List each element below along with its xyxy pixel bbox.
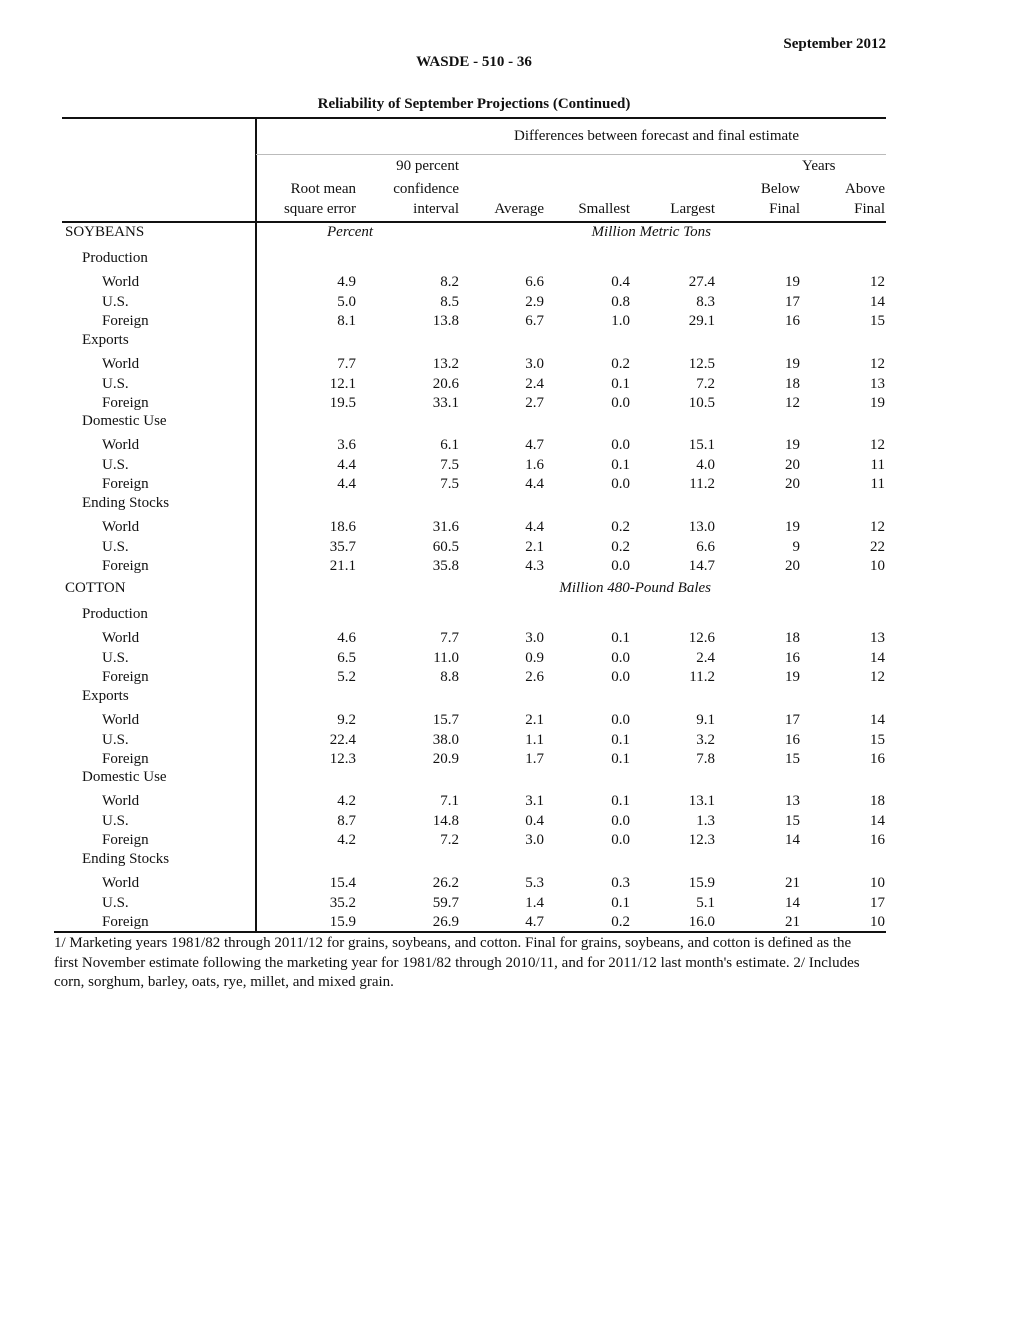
cell-average: 5.3 bbox=[525, 875, 544, 891]
cell-below-final: 20 bbox=[785, 456, 800, 473]
row-label: Foreign bbox=[102, 476, 149, 492]
cell-smallest: 0.2 bbox=[611, 914, 630, 930]
cell-below-final: 9 bbox=[792, 538, 800, 555]
cell-above-final: 16 bbox=[870, 751, 885, 767]
cell-above-final: 12 bbox=[870, 519, 885, 535]
cell-smallest: 0.2 bbox=[611, 356, 630, 372]
cell-largest: 12.6 bbox=[688, 630, 715, 646]
cell-below-final: 20 bbox=[785, 558, 800, 574]
cell-confidence-interval: 20.6 bbox=[432, 375, 459, 392]
cell-rmse: 15.9 bbox=[329, 914, 356, 930]
cell-largest: 12.5 bbox=[688, 356, 715, 372]
cell-average: 6.6 bbox=[525, 274, 544, 290]
group-row bbox=[0, 495, 1024, 515]
group-row bbox=[0, 688, 1024, 708]
table-row bbox=[0, 313, 1024, 333]
cell-smallest: 0.3 bbox=[611, 875, 630, 891]
cell-largest: 29.1 bbox=[688, 313, 715, 329]
cell-rmse: 5.0 bbox=[337, 293, 356, 310]
cell-below-final: 18 bbox=[785, 375, 800, 392]
group-name: Domestic Use bbox=[82, 413, 167, 429]
cell-confidence-interval: 26.9 bbox=[432, 914, 459, 930]
cell-below-final: 19 bbox=[785, 274, 800, 290]
cell-above-final: 14 bbox=[870, 812, 885, 829]
cell-above-final: 14 bbox=[870, 649, 885, 666]
cell-rmse: 4.9 bbox=[337, 274, 356, 290]
row-label: U.S. bbox=[102, 731, 129, 748]
cell-smallest: 0.0 bbox=[611, 558, 630, 574]
cell-average: 1.1 bbox=[525, 731, 544, 748]
cell-rmse: 15.4 bbox=[329, 875, 356, 891]
table-top-rule bbox=[62, 117, 886, 119]
cell-confidence-interval: 7.5 bbox=[440, 476, 459, 492]
cell-largest: 6.6 bbox=[696, 538, 715, 555]
cell-smallest: 0.1 bbox=[611, 793, 630, 809]
cell-largest: 15.9 bbox=[688, 875, 715, 891]
cell-average: 4.4 bbox=[525, 519, 544, 535]
cell-rmse: 35.2 bbox=[329, 894, 356, 911]
cell-largest: 5.1 bbox=[696, 894, 715, 911]
cell-below-final: 15 bbox=[785, 812, 800, 829]
row-label: Foreign bbox=[102, 395, 149, 411]
group-row bbox=[0, 851, 1024, 871]
cell-rmse: 12.3 bbox=[329, 751, 356, 767]
cell-confidence-interval: 11.0 bbox=[433, 649, 459, 666]
cell-smallest: 0.1 bbox=[611, 731, 630, 748]
cell-below-final: 16 bbox=[785, 649, 800, 666]
table-row bbox=[0, 519, 1024, 539]
row-label: Foreign bbox=[102, 313, 149, 329]
table-row bbox=[0, 376, 1024, 396]
cell-smallest: 1.0 bbox=[611, 313, 630, 329]
cell-smallest: 0.1 bbox=[611, 456, 630, 473]
row-label: Foreign bbox=[102, 669, 149, 685]
cell-average: 4.4 bbox=[525, 476, 544, 492]
row-label: World bbox=[102, 437, 140, 453]
group-row bbox=[0, 332, 1024, 352]
cell-rmse: 4.4 bbox=[337, 476, 356, 492]
group-row bbox=[0, 250, 1024, 270]
row-label: World bbox=[102, 356, 140, 372]
cell-confidence-interval: 7.1 bbox=[440, 793, 459, 809]
cell-above-final: 11 bbox=[870, 476, 885, 492]
cell-confidence-interval: 8.8 bbox=[440, 669, 459, 685]
differences-group-header: Differences between forecast and final estimate bbox=[514, 128, 799, 144]
table-row bbox=[0, 813, 1024, 833]
cell-smallest: 0.1 bbox=[611, 375, 630, 392]
group-name: Exports bbox=[82, 688, 129, 704]
report-number: WASDE - 510 - 36 bbox=[416, 54, 532, 70]
cell-below-final: 13 bbox=[785, 793, 800, 809]
cell-confidence-interval: 7.5 bbox=[440, 456, 459, 473]
cell-largest: 8.3 bbox=[696, 293, 715, 310]
section-row bbox=[0, 580, 1024, 600]
row-label: Foreign bbox=[102, 832, 149, 848]
cell-confidence-interval: 7.7 bbox=[440, 630, 459, 646]
cell-largest: 3.2 bbox=[696, 731, 715, 748]
group-name: Production bbox=[82, 606, 148, 622]
cell-average: 0.4 bbox=[525, 812, 544, 829]
table-row bbox=[0, 558, 1024, 578]
cell-above-final: 14 bbox=[870, 712, 885, 728]
ci-header-line1: confidence bbox=[393, 181, 459, 197]
cell-average: 1.6 bbox=[525, 456, 544, 473]
cell-rmse: 35.7 bbox=[329, 538, 356, 555]
cell-rmse: 4.6 bbox=[337, 630, 356, 646]
cell-smallest: 0.8 bbox=[611, 293, 630, 310]
cell-above-final: 10 bbox=[870, 875, 885, 891]
cell-above-final: 13 bbox=[870, 375, 885, 392]
row-label: Foreign bbox=[102, 914, 149, 930]
table-row bbox=[0, 476, 1024, 496]
cell-smallest: 0.4 bbox=[611, 274, 630, 290]
table-row bbox=[0, 274, 1024, 294]
cell-rmse: 22.4 bbox=[329, 731, 356, 748]
section-name: SOYBEANS bbox=[65, 224, 145, 240]
cell-confidence-interval: 15.7 bbox=[432, 712, 459, 728]
cell-above-final: 12 bbox=[870, 356, 885, 372]
cell-confidence-interval: 8.2 bbox=[440, 274, 459, 290]
cell-below-final: 16 bbox=[785, 313, 800, 329]
table-row bbox=[0, 294, 1024, 314]
row-label: World bbox=[102, 712, 140, 728]
cell-largest: 14.7 bbox=[688, 558, 715, 574]
cell-rmse: 7.7 bbox=[337, 356, 356, 372]
table-row bbox=[0, 832, 1024, 852]
cell-smallest: 0.2 bbox=[611, 519, 630, 535]
cell-average: 4.7 bbox=[525, 914, 544, 930]
row-label: Foreign bbox=[102, 558, 149, 574]
cell-average: 1.4 bbox=[525, 894, 544, 911]
cell-rmse: 12.1 bbox=[329, 375, 356, 392]
below-final-header-line1: Below bbox=[760, 181, 800, 197]
cell-below-final: 19 bbox=[785, 519, 800, 535]
rmse-header-line1: Root mean bbox=[290, 181, 356, 197]
cell-rmse: 6.5 bbox=[337, 649, 356, 666]
cell-smallest: 0.0 bbox=[611, 669, 630, 685]
table-row bbox=[0, 793, 1024, 813]
cell-average: 2.4 bbox=[525, 375, 544, 392]
table-row bbox=[0, 650, 1024, 670]
unit-right: Million Metric Tons bbox=[591, 224, 711, 240]
cell-below-final: 20 bbox=[785, 476, 800, 492]
rmse-header-line2: square error bbox=[283, 201, 356, 217]
table-row bbox=[0, 437, 1024, 457]
cell-above-final: 17 bbox=[870, 894, 885, 911]
cell-above-final: 12 bbox=[870, 669, 885, 685]
cell-smallest: 0.0 bbox=[611, 395, 630, 411]
below-final-header-line2: Final bbox=[769, 201, 800, 217]
cell-largest: 12.3 bbox=[688, 832, 715, 848]
cell-confidence-interval: 26.2 bbox=[432, 875, 459, 891]
cell-rmse: 8.7 bbox=[337, 812, 356, 829]
cell-confidence-interval: 33.1 bbox=[432, 395, 459, 411]
cell-largest: 13.0 bbox=[688, 519, 715, 535]
cell-average: 4.3 bbox=[525, 558, 544, 574]
cell-below-final: 17 bbox=[785, 293, 800, 310]
cell-rmse: 9.2 bbox=[337, 712, 356, 728]
cell-above-final: 10 bbox=[870, 914, 885, 930]
row-label: World bbox=[102, 519, 140, 535]
table-row bbox=[0, 457, 1024, 477]
cell-average: 1.7 bbox=[525, 751, 544, 767]
group-row bbox=[0, 769, 1024, 789]
cell-smallest: 0.0 bbox=[611, 437, 630, 453]
cell-confidence-interval: 38.0 bbox=[432, 731, 459, 748]
cell-average: 0.9 bbox=[525, 649, 544, 666]
cell-below-final: 17 bbox=[785, 712, 800, 728]
ci-header-line2: interval bbox=[413, 201, 459, 217]
cell-average: 3.0 bbox=[525, 356, 544, 372]
cell-below-final: 15 bbox=[785, 751, 800, 767]
row-label: U.S. bbox=[102, 538, 129, 555]
cell-smallest: 0.0 bbox=[611, 812, 630, 829]
cell-smallest: 0.1 bbox=[611, 751, 630, 767]
cell-rmse: 19.5 bbox=[329, 395, 356, 411]
cell-rmse: 4.2 bbox=[337, 832, 356, 848]
row-label: U.S. bbox=[102, 293, 129, 310]
cell-confidence-interval: 20.9 bbox=[432, 751, 459, 767]
cell-largest: 7.8 bbox=[696, 751, 715, 767]
above-final-header-line1: Above bbox=[845, 181, 885, 197]
cell-rmse: 5.2 bbox=[337, 669, 356, 685]
row-label: U.S. bbox=[102, 649, 129, 666]
cell-largest: 13.1 bbox=[688, 793, 715, 809]
cell-below-final: 19 bbox=[785, 437, 800, 453]
cell-confidence-interval: 8.5 bbox=[440, 293, 459, 310]
cell-above-final: 15 bbox=[870, 313, 885, 329]
cell-smallest: 0.1 bbox=[611, 630, 630, 646]
cell-average: 2.9 bbox=[525, 293, 544, 310]
cell-above-final: 14 bbox=[870, 293, 885, 310]
cell-largest: 2.4 bbox=[696, 649, 715, 666]
largest-header: Largest bbox=[670, 201, 715, 217]
years-header: Years bbox=[802, 158, 836, 174]
cell-below-final: 16 bbox=[785, 731, 800, 748]
row-label: World bbox=[102, 274, 140, 290]
table-row bbox=[0, 751, 1024, 771]
cell-largest: 1.3 bbox=[696, 812, 715, 829]
cell-largest: 16.0 bbox=[688, 914, 715, 930]
cell-smallest: 0.0 bbox=[611, 476, 630, 492]
header-bottom-rule bbox=[62, 221, 886, 223]
cell-confidence-interval: 13.8 bbox=[432, 313, 459, 329]
cell-confidence-interval: 59.7 bbox=[432, 894, 459, 911]
cell-smallest: 0.0 bbox=[611, 712, 630, 728]
cell-average: 3.0 bbox=[525, 832, 544, 848]
report-date: September 2012 bbox=[783, 36, 886, 52]
row-label: World bbox=[102, 793, 140, 809]
table-row bbox=[0, 630, 1024, 650]
cell-largest: 7.2 bbox=[696, 375, 715, 392]
average-header: Average bbox=[494, 201, 544, 217]
cell-smallest: 0.0 bbox=[611, 649, 630, 666]
group-underline bbox=[256, 154, 886, 155]
cell-above-final: 12 bbox=[870, 274, 885, 290]
cell-largest: 15.1 bbox=[688, 437, 715, 453]
smallest-header: Smallest bbox=[578, 201, 630, 217]
row-label: U.S. bbox=[102, 812, 129, 829]
above-final-header-line2: Final bbox=[854, 201, 885, 217]
cell-below-final: 18 bbox=[785, 630, 800, 646]
cell-smallest: 0.0 bbox=[611, 832, 630, 848]
cell-below-final: 14 bbox=[785, 894, 800, 911]
cell-confidence-interval: 7.2 bbox=[440, 832, 459, 848]
cell-largest: 9.1 bbox=[696, 712, 715, 728]
cell-below-final: 14 bbox=[785, 832, 800, 848]
table-row bbox=[0, 875, 1024, 895]
cell-above-final: 11 bbox=[870, 456, 885, 473]
cell-confidence-interval: 31.6 bbox=[432, 519, 459, 535]
cell-rmse: 4.4 bbox=[337, 456, 356, 473]
table-title: Reliability of September Projections (Continued) bbox=[317, 96, 631, 112]
cell-rmse: 4.2 bbox=[337, 793, 356, 809]
cell-average: 6.7 bbox=[525, 313, 544, 329]
cell-rmse: 8.1 bbox=[337, 313, 356, 329]
group-name: Domestic Use bbox=[82, 769, 167, 785]
cell-above-final: 10 bbox=[870, 558, 885, 574]
table-row bbox=[0, 356, 1024, 376]
row-label: World bbox=[102, 875, 140, 891]
section-name: COTTON bbox=[65, 580, 126, 596]
group-name: Ending Stocks bbox=[82, 851, 170, 867]
cell-above-final: 13 bbox=[870, 630, 885, 646]
cell-above-final: 19 bbox=[870, 395, 885, 411]
table-row bbox=[0, 914, 1024, 934]
cell-average: 4.7 bbox=[525, 437, 544, 453]
cell-below-final: 19 bbox=[785, 669, 800, 685]
cell-average: 2.7 bbox=[525, 395, 544, 411]
row-label: Foreign bbox=[102, 751, 149, 767]
cell-average: 2.1 bbox=[525, 712, 544, 728]
cell-below-final: 21 bbox=[785, 875, 800, 891]
cell-smallest: 0.2 bbox=[611, 538, 630, 555]
cell-average: 3.1 bbox=[525, 793, 544, 809]
group-row bbox=[0, 413, 1024, 433]
cell-below-final: 21 bbox=[785, 914, 800, 930]
cell-above-final: 18 bbox=[870, 793, 885, 809]
cell-average: 2.6 bbox=[525, 669, 544, 685]
cell-above-final: 15 bbox=[870, 731, 885, 748]
unit-left: Percent bbox=[327, 224, 374, 240]
cell-confidence-interval: 14.8 bbox=[432, 812, 459, 829]
group-name: Ending Stocks bbox=[82, 495, 170, 511]
cell-smallest: 0.1 bbox=[611, 894, 630, 911]
table-row bbox=[0, 395, 1024, 415]
cell-above-final: 16 bbox=[870, 832, 885, 848]
row-label: U.S. bbox=[102, 456, 129, 473]
cell-below-final: 12 bbox=[785, 395, 800, 411]
cell-confidence-interval: 6.1 bbox=[440, 437, 459, 453]
row-label: U.S. bbox=[102, 894, 129, 911]
cell-largest: 27.4 bbox=[688, 274, 715, 290]
table-row bbox=[0, 712, 1024, 732]
cell-largest: 10.5 bbox=[688, 395, 715, 411]
table-row bbox=[0, 732, 1024, 752]
row-label: World bbox=[102, 630, 140, 646]
cell-largest: 11.2 bbox=[689, 476, 715, 492]
cell-confidence-interval: 35.8 bbox=[432, 558, 459, 574]
cell-above-final: 12 bbox=[870, 437, 885, 453]
unit-right: Million 480-Pound Bales bbox=[559, 580, 711, 596]
cell-above-final: 22 bbox=[870, 538, 885, 555]
cell-average: 2.1 bbox=[525, 538, 544, 555]
section-row bbox=[0, 224, 1024, 244]
cell-largest: 4.0 bbox=[696, 456, 715, 473]
table-row bbox=[0, 895, 1024, 915]
cell-largest: 11.2 bbox=[689, 669, 715, 685]
group-name: Production bbox=[82, 250, 148, 266]
cell-rmse: 21.1 bbox=[329, 558, 356, 574]
table-row bbox=[0, 669, 1024, 689]
row-label: U.S. bbox=[102, 375, 129, 392]
cell-below-final: 19 bbox=[785, 356, 800, 372]
cell-rmse: 3.6 bbox=[337, 437, 356, 453]
table-row bbox=[0, 539, 1024, 559]
group-name: Exports bbox=[82, 332, 129, 348]
group-row bbox=[0, 606, 1024, 626]
cell-confidence-interval: 60.5 bbox=[432, 538, 459, 555]
cell-average: 3.0 bbox=[525, 630, 544, 646]
ci-header-line0: 90 percent bbox=[396, 158, 459, 174]
cell-rmse: 18.6 bbox=[329, 519, 356, 535]
cell-confidence-interval: 13.2 bbox=[432, 356, 459, 372]
footnote: 1/ Marketing years 1981/82 through 2011/12 for grains, soybeans, and cotton. Final for grains, soybeans, and cotton is defined as the first November estimate following the marketing year for 1981/82 through 2010/11, and for 2011/12 last month's estimate. 2/ Includes corn, sorghum, barley, oats, rye, millet, and mixed grain. bbox=[54, 935, 860, 990]
